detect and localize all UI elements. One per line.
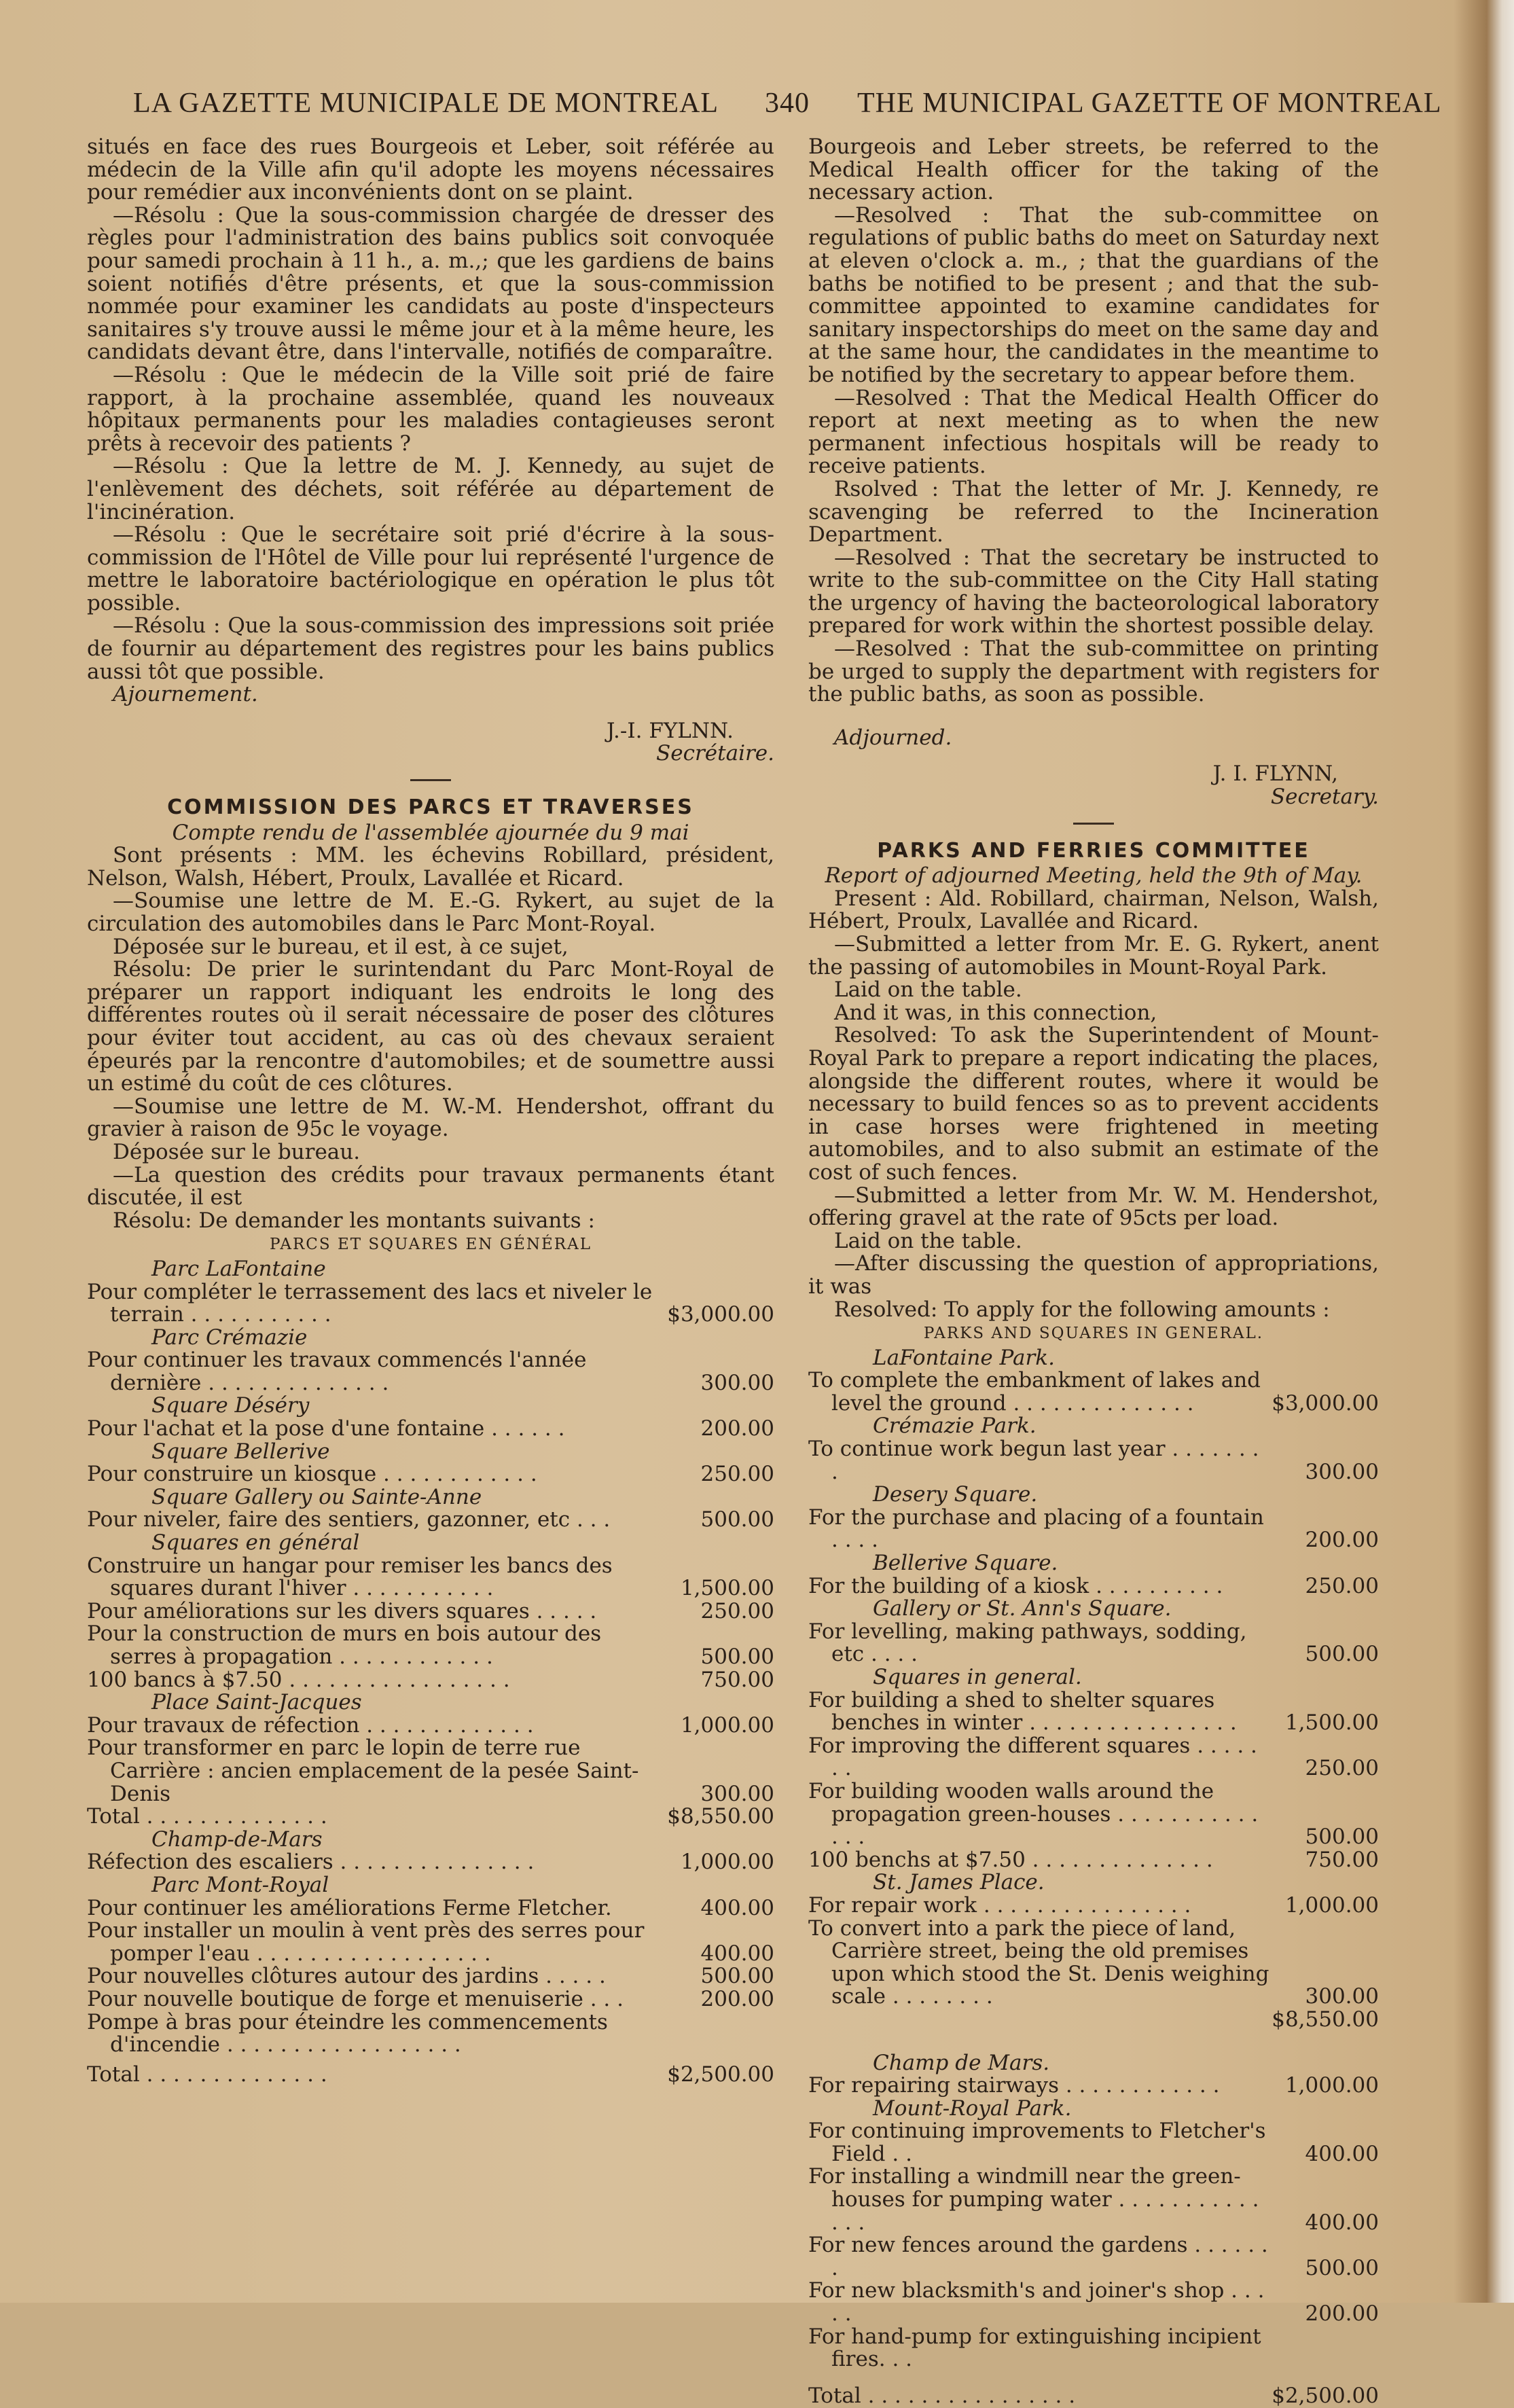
budget-place: Square Bellerive bbox=[151, 1439, 330, 1464]
budget-row bbox=[87, 1281, 774, 1327]
budget-heading: PARKS AND SQUARES IN GENERAL. bbox=[923, 1325, 1264, 1343]
budget-place: Bellerive Square. bbox=[873, 1551, 1058, 1576]
budget-place: Mount-Royal Park. bbox=[873, 2096, 1072, 2121]
signature: J.-I. FYLNN. bbox=[607, 718, 734, 743]
budget-item-text: For levelling, making pathways, sodding, etc . . . . bbox=[808, 1619, 1247, 1667]
paragraph: —Resolved : That the sub-committee on printing be urged to supply the department with registers for the public baths, as soon as possible. bbox=[808, 636, 1379, 707]
budget-item-amount: 250.00 bbox=[1305, 1756, 1379, 1781]
budget-item-text: 100 bancs à $7.50 . . . . . . . . . . . . . . . . . bbox=[87, 1667, 510, 1692]
paragraph: Resolved: To ask the Superintendent of Mount-Royal Park to prepare a report indicating the places, alongside the different routes, where it would be necessary to build fences so as to prevent accidents in case horses were frightened in meeting automobiles, and to also submit an estimate of the cost of such fences. bbox=[808, 1023, 1379, 1185]
paragraph: Déposée sur le bureau. bbox=[113, 1139, 361, 1164]
paragraph: Laid on the table. bbox=[834, 977, 1022, 1003]
budget-place: Gallery or St. Ann's Square. bbox=[873, 1596, 1172, 1621]
paragraph: Bourgeois and Leber streets, be referred to the Medical Health officer for the taking of the necessary action. bbox=[808, 134, 1379, 205]
budget-item-amount: $3,000.00 bbox=[667, 1302, 774, 1327]
budget-row bbox=[87, 1349, 774, 1395]
header-english-title: THE MUNICIPAL GAZETTE OF MONTREAL bbox=[857, 88, 1442, 119]
paragraph: Resolved: To apply for the following amounts : bbox=[834, 1297, 1330, 1322]
total-row bbox=[87, 2064, 774, 2087]
budget-item-amount: 1,500.00 bbox=[680, 1576, 774, 1601]
budget-item-amount: 200.00 bbox=[1305, 1528, 1379, 1553]
budget-item-text: To continue work begun last year . . . . . . . . bbox=[808, 1437, 1259, 1484]
budget-list bbox=[87, 1258, 774, 1805]
budget-place: Squares in general. bbox=[873, 1665, 1082, 1689]
budget-item-text: To convert into a park the piece of land, Carrière street, being the old premises upon which stood the St. Denis weighing scale . . . . . . . . bbox=[808, 1916, 1269, 2009]
budget-place: Champ de Mars. bbox=[873, 2050, 1050, 2075]
budget-row bbox=[808, 2280, 1379, 2325]
budget-item-text: For repair work . . . . . . . . . . . . . . . . bbox=[808, 1892, 1191, 1918]
total-amount: $2,500.00 bbox=[667, 2062, 774, 2087]
budget-item-amount: 400.00 bbox=[700, 1895, 774, 1920]
budget-row bbox=[808, 1438, 1379, 1484]
budget-row bbox=[808, 1894, 1379, 1918]
budget-place: Place Saint-Jacques bbox=[151, 1690, 362, 1715]
budget-place: Parc Crémazie bbox=[151, 1325, 308, 1350]
paragraph: —Résolu : Que le médecin de la Ville soit prié de faire rapport, à la prochaine assemblée, quand les nouveaux hôpitaux permanents pour les maladies contagieuses seront prêts à recevoir des patients ? bbox=[87, 362, 774, 456]
paragraph: situés en face des rues Bourgeois et Leber, soit référée au médecin de la Ville afin qu'il adopte les moyens nécessaires pour remédier aux inconvénients dont on se plaint. bbox=[87, 134, 774, 205]
budget-row bbox=[87, 1714, 774, 1738]
budget-item-amount: 200.00 bbox=[700, 1416, 774, 1441]
budget-row bbox=[808, 2166, 1379, 2234]
budget-item-text: Pour construire un kiosque . . . . . . . . . . . . bbox=[87, 1462, 537, 1487]
budget-place: Squares en général bbox=[151, 1530, 360, 1556]
budget-item-text: For building a shed to shelter squares benches in winter . . . . . . . . . . . . . . . . bbox=[808, 1687, 1237, 1736]
divider bbox=[410, 779, 451, 781]
budget-place: Desery Square. bbox=[873, 1482, 1038, 1507]
total-row bbox=[808, 2385, 1379, 2408]
budget-item-amount: 500.00 bbox=[700, 1964, 774, 1989]
paragraph: —Submitted a letter from Mr. E. G. Rykert, anent the passing of automobiles in Mount-Royal Park. bbox=[808, 932, 1379, 980]
budget-item-text: Pour continuer les travaux commencés l'année dernière . . . . . . . . . . . . . . bbox=[87, 1348, 587, 1395]
budget-item-text: 100 benchs at $7.50 . . . . . . . . . . . . . . bbox=[808, 1847, 1213, 1872]
budget-item-amount: 400.00 bbox=[1305, 2141, 1379, 2166]
budget-item-amount: 500.00 bbox=[700, 1645, 774, 1669]
budget-item-amount: 750.00 bbox=[1305, 1847, 1379, 1872]
binding-edge bbox=[1454, 0, 1514, 2303]
budget-item-amount: 1,000.00 bbox=[1284, 2073, 1379, 2098]
paragraph: —Soumise une lettre de M. E.-G. Rykert, au sujet de la circulation des automobiles dans le Parc Mont-Royal. bbox=[87, 888, 774, 936]
budget-item-amount: 250.00 bbox=[700, 1462, 774, 1487]
budget-row bbox=[87, 1463, 774, 1486]
budget-list bbox=[808, 1347, 1379, 2009]
total-label: Total . . . . . . . . . . . . . . bbox=[87, 1804, 327, 1829]
budget-row bbox=[87, 1897, 774, 1920]
adjournment: Ajournement. bbox=[113, 682, 258, 707]
budget-row bbox=[808, 2326, 1379, 2371]
french-column bbox=[87, 136, 774, 2086]
paragraph: Rsolved : That the letter of Mr. J. Kennedy, re scavenging be referred to the Incineration Department. bbox=[808, 476, 1379, 547]
budget-item-text: Pour travaux de réfection . . . . . . . . . . . . . bbox=[87, 1712, 534, 1738]
budget-row bbox=[87, 1965, 774, 1988]
budget-item-text: For building wooden walls around the propagation green-houses . . . . . . . . . . . . . . bbox=[808, 1778, 1259, 1850]
budget-item-amount: 500.00 bbox=[1305, 1642, 1379, 1667]
paragraph: —Résolu : Que le secrétaire soit prié d'écrire à la sous-commission de l'Hôtel de Ville pour lui représenté l'urgence de mettre le laboratoire bactériologique en opération le plus tôt possible. bbox=[87, 522, 774, 615]
budget-row bbox=[87, 1851, 774, 1874]
paragraph: —After discussing the question of appropriations, it was bbox=[808, 1251, 1379, 1299]
budget-place: Crémazie Park. bbox=[873, 1414, 1037, 1439]
budget-place: Parc LaFontaine bbox=[151, 1256, 326, 1281]
total-amount: $8,550.00 bbox=[667, 1804, 774, 1829]
paragraph: Déposée sur le bureau, et il est, à ce sujet, bbox=[113, 934, 569, 959]
budget-item-text: For hand-pump for extinguishing incipient fires. . . bbox=[808, 2324, 1261, 2372]
budget-place: St. James Place. bbox=[873, 1870, 1045, 1895]
budget-row bbox=[808, 1369, 1379, 1415]
budget-row bbox=[808, 1575, 1379, 1598]
budget-item-text: Construire un hangar pour remiser les bancs des squares durant l'hiver . . . . . . . . . . . bbox=[87, 1553, 613, 1601]
budget-item-amount: 300.00 bbox=[700, 1781, 774, 1806]
budget-item-text: Réfection des escaliers . . . . . . . . . . . . . . . bbox=[87, 1850, 535, 1875]
budget-place: Champ-de-Mars bbox=[151, 1827, 323, 1852]
divider bbox=[1073, 823, 1114, 825]
budget-item-text: For the building of a kiosk . . . . . . . . . . bbox=[808, 1573, 1223, 1598]
budget-row bbox=[87, 1600, 774, 1623]
section-subtitle: Compte rendu de l'assemblée ajournée du 9 mai bbox=[172, 820, 689, 845]
budget-row bbox=[808, 1621, 1379, 1666]
page-number: 340 bbox=[765, 88, 810, 119]
budget-list bbox=[87, 1829, 774, 2057]
budget-item-amount: 1,000.00 bbox=[680, 1850, 774, 1875]
budget-row bbox=[87, 1509, 774, 1532]
budget-item-text: Pour transformer en parc le lopin de terre rue Carrière : ancien emplacement de la pesée Saint-Denis bbox=[87, 1736, 639, 1806]
signature-title: Secrétaire. bbox=[656, 741, 774, 766]
paragraph: —Résolu : Que la sous-commission des impressions soit priée de fournir au département des registres pour les bains publics aussi tôt que possible. bbox=[87, 613, 774, 684]
budget-list bbox=[808, 2052, 1379, 2371]
paragraph: —Resolved : That the secretary be instructed to write to the sub-committee on the City Hall stating the urgency of having the bacteorological laboratory prepared for work within the shortest possible delay. bbox=[808, 545, 1379, 639]
signature: J. I. FLYNN, bbox=[1212, 761, 1338, 787]
budget-item-text: To complete the embankment of lakes and level the ground . . . . . . . . . . . . . . bbox=[808, 1368, 1261, 1416]
budget-row bbox=[87, 2011, 774, 2057]
budget-item-text: Pour compléter le terrassement des lacs et niveler le terrain . . . . . . . . . . . bbox=[87, 1279, 653, 1327]
total-label: Total . . . . . . . . . . . . . . bbox=[87, 2062, 327, 2087]
budget-item-amount: 1,000.00 bbox=[1284, 1892, 1379, 1918]
budget-row bbox=[87, 1418, 774, 1441]
budget-row bbox=[87, 1555, 774, 1600]
budget-row bbox=[87, 1920, 774, 1965]
budget-item-amount: 1,000.00 bbox=[680, 1712, 774, 1738]
budget-item-amount: 1,500.00 bbox=[1284, 1710, 1379, 1736]
total-amount: $8,550.00 bbox=[1272, 2007, 1379, 2032]
budget-item-text: Pour nouvelle boutique de forge et menuiserie . . . bbox=[87, 1986, 624, 2011]
budget-item-text: For new blacksmith's and joiner's shop . . . . . bbox=[808, 2278, 1265, 2326]
budget-item-amount: 500.00 bbox=[700, 1507, 774, 1532]
budget-item-amount: 400.00 bbox=[700, 1941, 774, 1966]
budget-item-text: For installing a windmill near the green-houses for pumping water . . . . . . . . . . . . . . bbox=[808, 2164, 1259, 2235]
budget-item-text: Pour améliorations sur les divers squares . . . . . bbox=[87, 1598, 597, 1623]
paragraph: Present : Ald. Robillard, chairman, Nelson, Walsh, Hébert, Proulx, Lavallée and Ricard. bbox=[808, 886, 1379, 934]
budget-item-amount: 750.00 bbox=[700, 1667, 774, 1692]
paragraph: —Soumise une lettre de M. W.-M. Hendershot, offrant du gravier à raison de 95c le voyage. bbox=[87, 1094, 774, 1142]
budget-item-amount: $3,000.00 bbox=[1272, 1390, 1379, 1416]
budget-row bbox=[808, 2234, 1379, 2280]
adjournment: Adjourned. bbox=[834, 725, 952, 750]
budget-item-amount: 300.00 bbox=[700, 1370, 774, 1395]
budget-row bbox=[87, 1669, 774, 1692]
section-subtitle: Report of adjourned Meeting, held the 9th of May. bbox=[825, 863, 1363, 888]
total-row bbox=[87, 1805, 774, 1829]
budget-item-text: For continuing improvements to Fletcher's Field . . bbox=[808, 2119, 1266, 2166]
paragraph: —Resolved : That the Medical Health Officer do report at next meeting as to when the new permanent infectious hospitals will be ready to receive patients. bbox=[808, 385, 1379, 479]
budget-row bbox=[87, 1737, 774, 1805]
english-column bbox=[808, 136, 1379, 2407]
budget-place: Square Déséry bbox=[151, 1393, 310, 1418]
budget-row bbox=[87, 1623, 774, 1668]
section-title: PARKS AND FERRIES COMMITTEE bbox=[877, 838, 1310, 863]
budget-item-amount: 300.00 bbox=[1305, 1984, 1379, 2009]
total-label: Total . . . . . . . . . . . . . . . . bbox=[808, 2383, 1076, 2408]
budget-item-amount: 500.00 bbox=[1305, 1825, 1379, 1850]
budget-item-amount: 200.00 bbox=[1305, 2301, 1379, 2326]
paragraph: —Résolu : Que la lettre de M. J. Kennedy, au sujet de l'enlèvement des déchets, soit référée au département de l'incinération. bbox=[87, 454, 774, 524]
budget-item-text: Pour installer un moulin à vent près des serres pour pomper l'eau . . . . . . . . . . . . . . . . . . bbox=[87, 1918, 645, 1966]
total-amount: $2,500.00 bbox=[1272, 2383, 1379, 2408]
budget-item-text: Pour nouvelles clôtures autour des jardins . . . . . bbox=[87, 1964, 606, 1989]
budget-row bbox=[808, 2120, 1379, 2166]
section-title: COMMISSION DES PARCS ET TRAVERSES bbox=[167, 795, 694, 820]
paragraph: —Submitted a letter from Mr. W. M. Hendershot, offering gravel at the rate of 95cts per load. bbox=[808, 1183, 1379, 1231]
header-french-title: LA GAZETTE MUNICIPALE DE MONTREAL bbox=[133, 88, 719, 119]
budget-row bbox=[808, 1918, 1379, 2009]
budget-item-text: Pour niveler, faire des sentiers, gazonner, etc . . . bbox=[87, 1507, 611, 1532]
budget-row bbox=[808, 1689, 1379, 1735]
budget-item-text: For new fences around the gardens . . . . . . . bbox=[808, 2233, 1268, 2280]
paragraph: Résolu: De demander les montants suivants : bbox=[113, 1208, 595, 1233]
budget-row bbox=[808, 1780, 1379, 1849]
budget-row bbox=[808, 2074, 1379, 2098]
paragraph: —Resolved : That the sub-committee on regulations of public baths do meet on Saturday next at eleven o'clock a. m., ; that the guardians of the baths be notified to be present ; and that the sub-committee appointed to examine candidates for sanitary inspectorships do meet on the same day and at the same hour, the candidates in the meantime to be notified by the secretary to appear before them. bbox=[808, 202, 1379, 387]
paragraph: —La question des crédits pour travaux permanents étant discutée, il est bbox=[87, 1162, 774, 1210]
budget-row bbox=[808, 1735, 1379, 1780]
budget-item-amount: 500.00 bbox=[1305, 2255, 1379, 2280]
budget-place: Parc Mont-Royal bbox=[151, 1872, 329, 1897]
paragraph: And it was, in this connection, bbox=[834, 1000, 1157, 1025]
budget-item-text: For the purchase and placing of a fountain . . . . bbox=[808, 1505, 1264, 1553]
budget-item-amount: 300.00 bbox=[1305, 1459, 1379, 1484]
budget-item-amount: 400.00 bbox=[1305, 2210, 1379, 2235]
budget-row bbox=[808, 1507, 1379, 1552]
budget-item-text: Pour continuer les améliorations Ferme Fletcher. bbox=[87, 1895, 612, 1920]
budget-item-text: For improving the different squares . . . . . . . bbox=[808, 1733, 1257, 1781]
budget-item-amount: 200.00 bbox=[700, 1986, 774, 2011]
budget-item-amount: 250.00 bbox=[1305, 1573, 1379, 1598]
signature-title: Secretary. bbox=[1270, 785, 1379, 810]
budget-item-text: Pompe à bras pour éteindre les commencements d'incendie . . . . . . . . . . . . . . . . . . bbox=[87, 2009, 608, 2057]
budget-place: Square Gallery ou Sainte-Anne bbox=[151, 1484, 482, 1509]
budget-item-text: For repairing stairways . . . . . . . . . . . . bbox=[808, 2073, 1220, 2098]
budget-item-text: Pour la construction de murs en bois autour des serres à propagation . . . . . . . . . . . . bbox=[87, 1621, 602, 1669]
budget-heading: PARCS ET SQUARES EN GÉNÉRAL bbox=[270, 1236, 592, 1254]
paragraph: —Résolu : Que la sous-commission chargée de dresser des règles pour l'administration des bains publics soit convoquée pour samedi prochain à 11 h., a. m.,; que les gardiens de bains soient notifiés d'être présents, et que la sous-commission nommée pour examiner les candidats au poste d'inspecteurs sanitaires s'y trouve aussi le même jour et à la même heure, les candidats devant être, dans l'intervalle, notifiés de comparaître. bbox=[87, 202, 774, 365]
budget-item-text: Pour l'achat et la pose d'une fontaine . . . . . . bbox=[87, 1416, 565, 1441]
budget-item-amount: 250.00 bbox=[700, 1598, 774, 1623]
paragraph: Résolu: De prier le surintendant du Parc Mont-Royal de préparer un rapport indiquant les endroits le long des différentes routes où il serait nécessaire de poser des clôtures pour éviter tout accident, au cas où des chevaux seraient épeurés par la rencontre d'automobiles; et de soumettre aussi un estimé du coût de ces clôtures. bbox=[87, 957, 774, 1096]
budget-row bbox=[87, 1988, 774, 2011]
total-row bbox=[808, 2009, 1379, 2032]
paragraph: Sont présents : MM. les échevins Robillard, président, Nelson, Walsh, Hébert, Proulx, Lavallée et Ricard. bbox=[87, 843, 774, 891]
budget-place: LaFontaine Park. bbox=[873, 1345, 1055, 1370]
paragraph: Laid on the table. bbox=[834, 1228, 1022, 1253]
budget-row bbox=[808, 1849, 1379, 1872]
